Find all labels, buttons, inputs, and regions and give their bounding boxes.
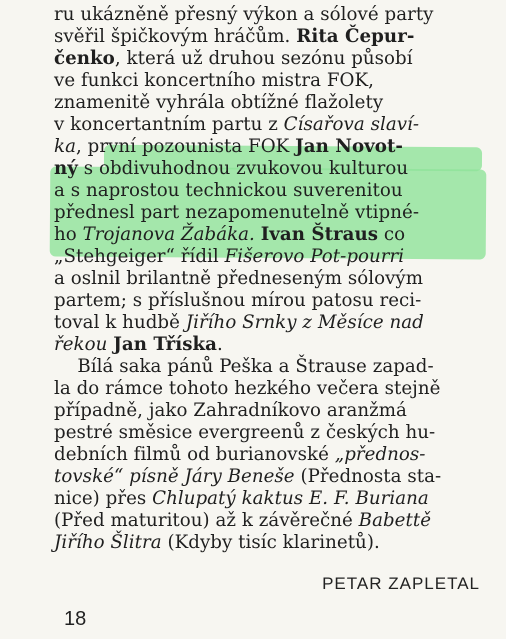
text-line <box>54 422 435 444</box>
text-line <box>54 532 380 554</box>
text-run: (Kdyby tisíc klarinetů). <box>161 532 380 553</box>
text-run: toval k hudbě <box>54 312 186 333</box>
text-run: Trojanova Žabáka. <box>82 224 255 245</box>
text-run: případně, jako Zahradníkovo aranžmá <box>54 400 407 421</box>
text-run: „přednos- <box>334 444 426 465</box>
text-run: Jiřího Srnky z Měsíce nad <box>185 312 424 333</box>
text-line <box>54 312 424 334</box>
text-line <box>54 48 413 70</box>
text-run: čenko <box>54 48 115 69</box>
text-run: Rita Čepur- <box>296 26 415 47</box>
text-line <box>54 92 383 114</box>
text-run: ný <box>54 158 78 179</box>
text-run: , která už druhou sezónu působí <box>114 48 413 69</box>
text-run: Jan Novot- <box>295 136 403 157</box>
text-line <box>54 114 419 136</box>
text-line <box>54 70 374 92</box>
text-run: a s naprostou technickou suverenitou <box>54 180 403 201</box>
text-line <box>54 290 421 312</box>
text-run: řekou <box>54 334 108 355</box>
text-line <box>54 378 440 400</box>
text-line <box>54 356 434 378</box>
text-run: la do rámce tohoto hezkého večera stejně <box>54 378 441 399</box>
text-line <box>54 180 403 202</box>
text-line <box>54 466 441 488</box>
text-run: (Před maturitou) až k závěrečné <box>54 510 359 531</box>
text-run: přednesl part nezapomenutelně vtipné- <box>54 202 420 223</box>
text-run: . <box>217 334 223 355</box>
text-run: Babettě <box>358 510 432 531</box>
text-line <box>54 224 405 246</box>
text-line <box>54 158 408 180</box>
text-line <box>54 488 429 510</box>
text-run: Císařova slaví- <box>283 114 420 135</box>
text-line <box>54 4 434 26</box>
text-run: svěřil špičkovým hráčům. <box>54 26 297 47</box>
text-line <box>54 136 403 158</box>
text-run: pestré směsice evergreenů z českých hu- <box>54 422 436 443</box>
text-line <box>54 26 414 48</box>
text-run: ho <box>54 224 83 245</box>
text-line <box>54 202 419 224</box>
text-line <box>54 268 423 290</box>
text-run: s obdivuhodnou zvukovou kulturou <box>77 158 409 179</box>
text-run: partem; s příslušnou mírou patosu reci- <box>54 290 422 311</box>
text-run: ka <box>54 136 76 157</box>
text-line <box>54 334 223 356</box>
text-run: „Stehgeiger“ řídil <box>54 246 225 267</box>
text-run: tovské“ písně Járy Beneše <box>54 466 295 487</box>
author-signature: PETAR ZAPLETAL <box>322 574 480 593</box>
text-run: ve funkci koncertního mistra FOK, <box>54 70 374 91</box>
text-run: znamenitě vyhrála obtížné flažolety <box>54 92 384 113</box>
text-line <box>54 510 431 532</box>
text-run: Bílá saka pánů Peška a Štrause zapad- <box>54 356 434 377</box>
page-number: 18 <box>64 608 87 630</box>
text-run: , první pozounista FOK <box>75 136 296 157</box>
text-run: debních filmů od burianovské <box>54 444 335 465</box>
text-run: Fišerovo Pot-pourri <box>224 246 405 267</box>
text-line <box>54 246 404 268</box>
text-run: Jan Tříska <box>113 334 218 355</box>
text-run: a oslnil brilantně předneseným sólovým <box>54 268 424 289</box>
text-run: Chlupatý kaktus E. F. Buriana <box>152 488 429 509</box>
text-run: (Přednosta sta- <box>294 466 442 487</box>
text-line <box>54 400 407 422</box>
text-run: co <box>378 224 406 245</box>
text-run: nice) přes <box>54 488 153 509</box>
text-run: Ivan Štraus <box>260 224 379 245</box>
text-run: v koncertantním partu z <box>54 114 284 135</box>
text-run: Jiřího Šlitra <box>54 532 162 553</box>
text-run: ru ukázněně přesný výkon a sólové party <box>54 4 434 25</box>
text-line <box>54 444 426 466</box>
